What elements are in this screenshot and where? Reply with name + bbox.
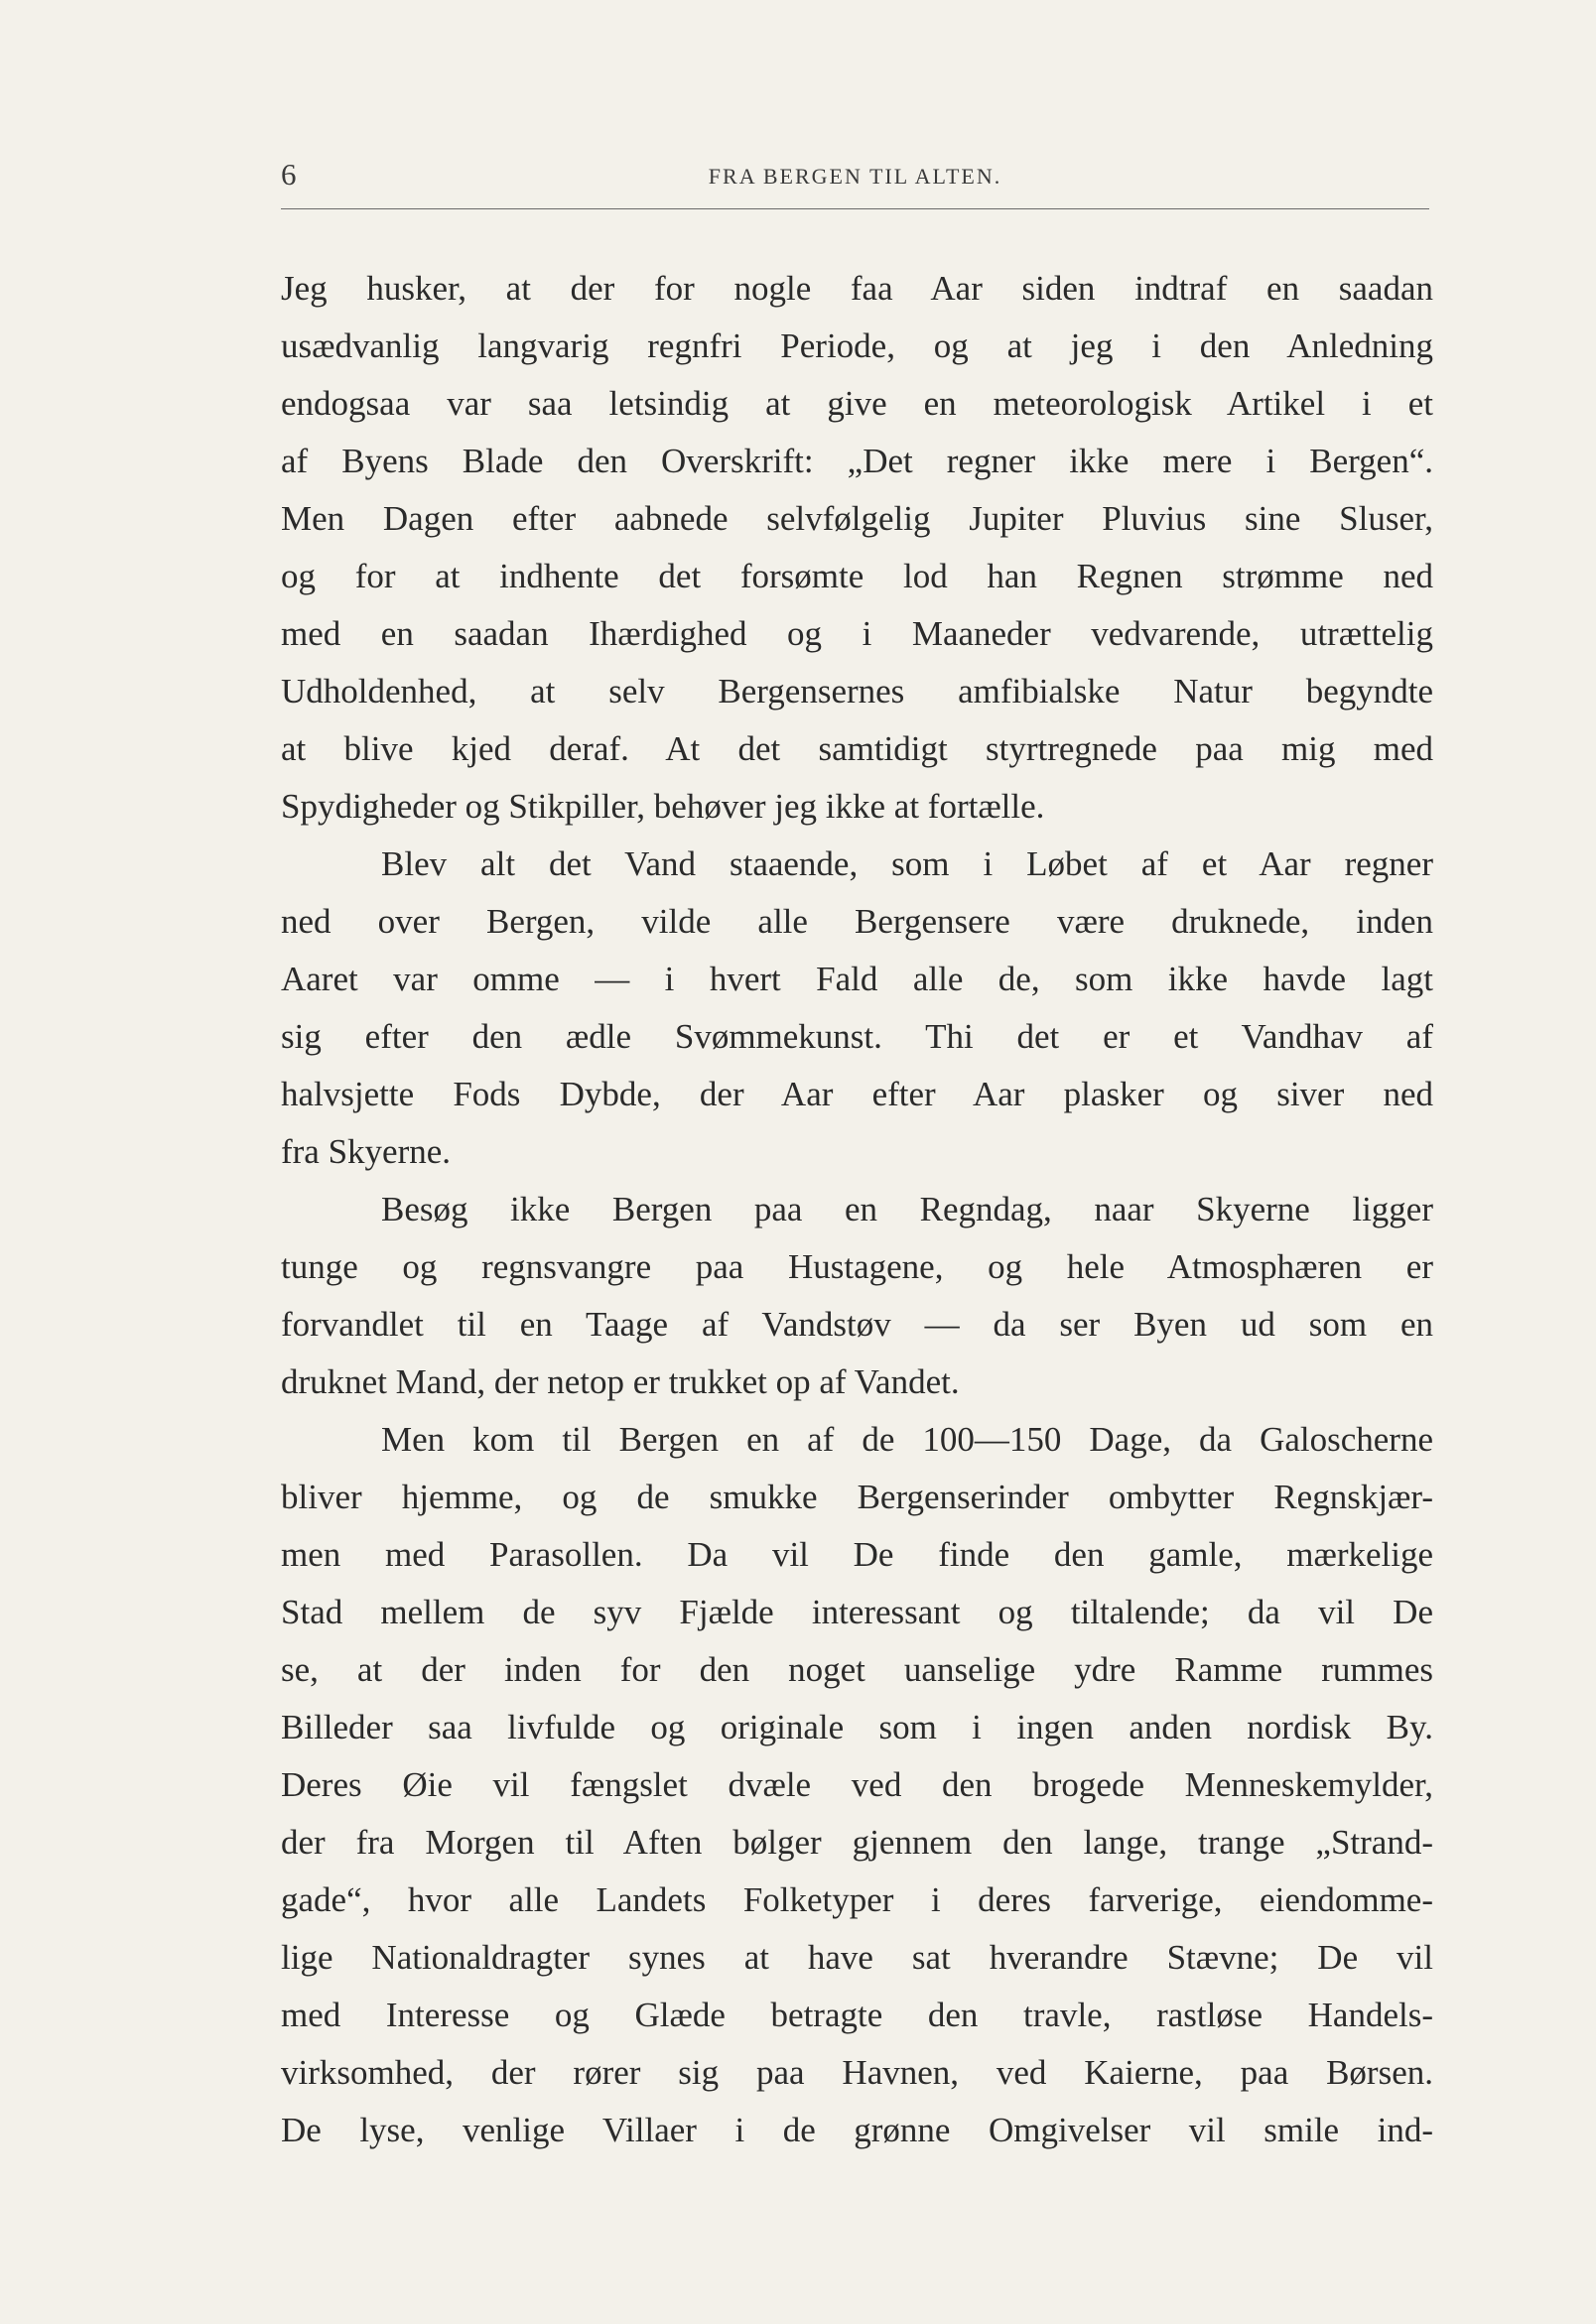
page-number: 6 [281, 157, 297, 192]
body-text [281, 260, 1433, 2159]
text-line: lige Nationaldragter synes at have sat hverandre Stævne; De vil [281, 1938, 1433, 1977]
text-line: af Byens Blade den Overskrift: „Det regner ikke mere i Bergen“. [281, 442, 1433, 480]
text-line: endogsaa var saa letsindig at give en meteorologisk Artikel i et [281, 384, 1433, 423]
header-rule [281, 208, 1429, 209]
text-line: Deres Øie vil fængslet dvæle ved den brogede Menneskemylder, [281, 1765, 1433, 1804]
text-line: Stad mellem de syv Fjælde interessant og tiltalende; da vil De [281, 1593, 1433, 1631]
text-line: virksomhed, der rører sig paa Havnen, ved Kaierne, paa Børsen. [281, 2053, 1433, 2092]
text-line: halvsjette Fods Dybde, der Aar efter Aar plasker og siver ned [281, 1075, 1433, 1113]
text-line: tunge og regnsvangre paa Hustagene, og hele Atmosphæren er [281, 1247, 1433, 1286]
text-line: se, at der inden for den noget uanselige ydre Ramme rummes [281, 1650, 1433, 1689]
text-line: ned over Bergen, vilde alle Bergensere være druknede, inden [281, 902, 1433, 941]
text-line: Blev alt det Vand staaende, som i Løbet af et Aar regner [381, 844, 1433, 883]
running-head: FRA BERGEN TIL ALTEN. [708, 164, 1002, 189]
text-line: sig efter den ædle Svømmekunst. Thi det er et Vandhav af [281, 1017, 1433, 1056]
text-line: Spydigheder og Stikpiller, behøver jeg ikke at fortælle. [281, 787, 1045, 826]
text-line: men med Parasollen. Da vil De finde den gamle, mærkelige [281, 1535, 1433, 1574]
text-line: Jeg husker, at der for nogle faa Aar siden indtraf en saadan [281, 269, 1433, 308]
text-line: med en saadan Ihærdighed og i Maaneder vedvarende, utrættelig [281, 614, 1433, 653]
text-line: Men kom til Bergen en af de 100—150 Dage, da Galoscherne [381, 1420, 1433, 1459]
text-line: fra Skyerne. [281, 1132, 452, 1171]
text-line: Udholdenhed, at selv Bergensernes amfibialske Natur begyndte [281, 672, 1433, 710]
text-line: Billeder saa livfulde og originale som i ingen anden nordisk By. [281, 1708, 1433, 1746]
text-line: Men Dagen efter aabnede selvfølgelig Jupiter Pluvius sine Sluser, [281, 499, 1433, 538]
text-line: Besøg ikke Bergen paa en Regndag, naar Skyerne ligger [381, 1190, 1433, 1228]
text-line: usædvanlig langvarig regnfri Periode, og at jeg i den Anledning [281, 326, 1433, 365]
text-line: bliver hjemme, og de smukke Bergenserinder ombytter Regnskjær- [281, 1478, 1433, 1516]
text-line: at blive kjed deraf. At det samtidigt styrtregnede paa mig med [281, 729, 1433, 768]
text-line: med Interesse og Glæde betragte den travle, rastløse Handels- [281, 1996, 1433, 2034]
text-line: og for at indhente det forsømte lod han Regnen strømme ned [281, 557, 1433, 595]
text-line: druknet Mand, der netop er trukket op af Vandet. [281, 1362, 960, 1401]
text-line: forvandlet til en Taage af Vandstøv — da ser Byen ud som en [281, 1305, 1433, 1344]
text-line: gade“, hvor alle Landets Folketyper i deres farverige, eiendomme- [281, 1880, 1433, 1919]
text-line: Aaret var omme — i hvert Fald alle de, som ikke havde lagt [281, 960, 1433, 998]
page-header [281, 157, 1429, 196]
text-line: De lyse, venlige Villaer i de grønne Omgivelser vil smile ind- [281, 2111, 1433, 2149]
text-line: der fra Morgen til Aften bølger gjennem den lange, trange „Strand- [281, 1823, 1433, 1862]
